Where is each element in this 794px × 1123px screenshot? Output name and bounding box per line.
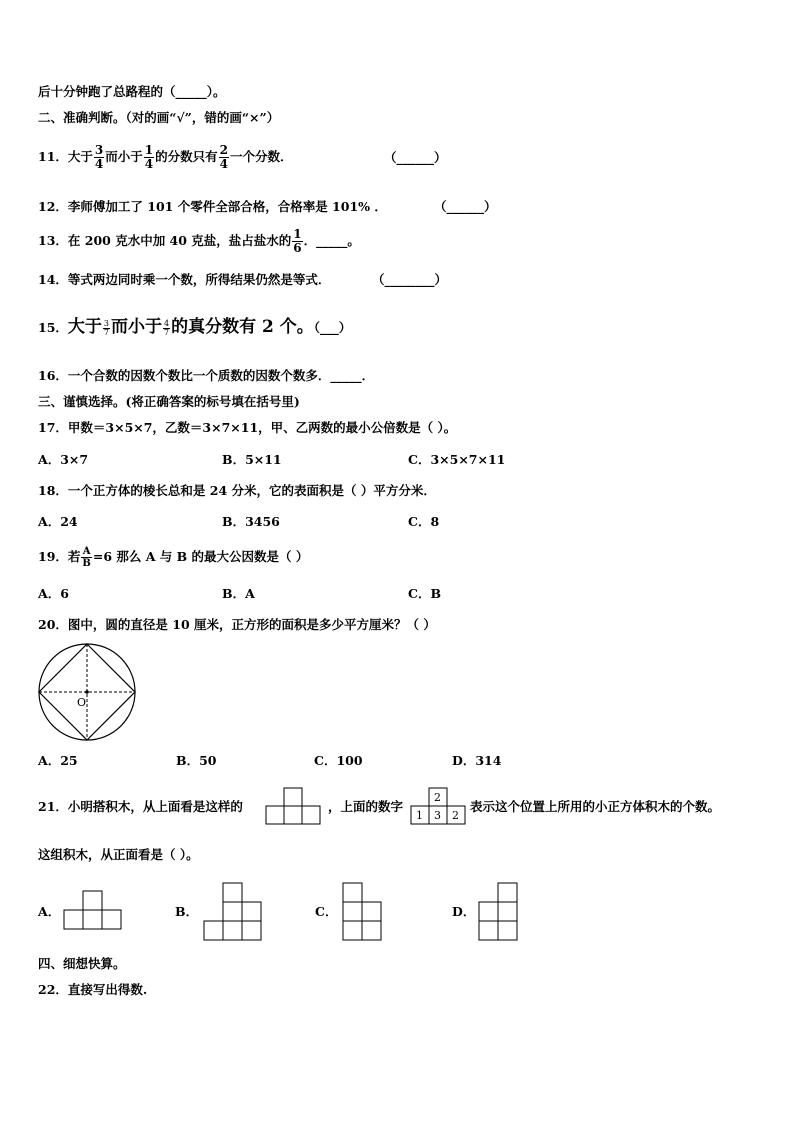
q11-text-b: 而小于 <box>105 149 143 164</box>
q15-text-b: 而小于 <box>111 317 162 337</box>
q20-option-c[interactable]: C．100 <box>314 753 363 768</box>
q21-option-a-label[interactable]: A． <box>38 904 61 919</box>
q19-option-b[interactable]: B．A <box>222 586 255 601</box>
question-21-text-d: 这组积木，从正面看是（ ）。 <box>38 847 199 862</box>
q21-option-d-label[interactable]: D． <box>452 904 476 919</box>
numbered-top-view-figure <box>410 787 468 827</box>
q21-option-d-figure[interactable] <box>478 882 520 942</box>
q11-fraction-2: $\frac{1}{4}$ <box>144 143 154 171</box>
q17-option-a[interactable]: A．3×7 <box>38 452 89 467</box>
q14-answer-blank[interactable]: （________） <box>372 272 448 287</box>
q15-text-a: 大于 <box>67 317 102 337</box>
q11-text-d: 一个分数． <box>230 149 293 164</box>
cell-number: 2 <box>434 791 441 804</box>
center-label: O <box>77 696 87 709</box>
q21-option-a-figure[interactable] <box>63 889 125 933</box>
top-view-cell <box>284 806 302 824</box>
q21-option-b-label[interactable]: B． <box>175 904 199 919</box>
q15-fraction-2: $\frac{4}{7}$ <box>164 319 170 337</box>
cell-number: 2 <box>452 809 459 822</box>
top-view-figure <box>265 787 323 827</box>
question-22: 22．直接写出得数. <box>38 982 148 997</box>
q18-option-a[interactable]: A．24 <box>38 514 78 529</box>
section-4-heading: 四、细想快算。 <box>38 956 126 971</box>
q17-option-c[interactable]: C．3×5×7×11 <box>408 452 506 467</box>
q19-text-b: =6 那么 A 与 B 的最大公因数是（ ） <box>92 549 309 564</box>
top-view-cell <box>266 806 284 824</box>
q12-answer-blank[interactable]: （______） <box>434 199 497 214</box>
q11-text-c: 的分数只有 <box>155 149 218 164</box>
q21-option-c-figure[interactable] <box>342 882 384 942</box>
q11-answer-blank[interactable]: （______） <box>384 150 447 165</box>
question-15 <box>38 316 351 339</box>
cell-number: 1 <box>416 809 423 822</box>
q21-option-b-figure[interactable] <box>203 882 265 942</box>
question-20: 20．图中，圆的直径是 10 厘米，正方形的面积是多少平方厘米？（ ） <box>38 617 436 632</box>
top-view-cell <box>302 806 320 824</box>
q19-text-a: 19．若 <box>38 549 81 564</box>
q10-tail: 后十分钟跑了总路程的（_____）。 <box>38 84 226 99</box>
question-18: 18．一个正方体的棱长总和是 24 分米，它的表面积是（ ）平方分米． <box>38 483 436 498</box>
question-21-text-a: 21．小明搭积木，从上面看是这样的 <box>38 799 243 814</box>
question-21-text-b: ，上面的数字 <box>328 799 404 814</box>
q17-option-b[interactable]: B．5×11 <box>222 452 282 467</box>
q20-option-b[interactable]: B．50 <box>176 753 217 768</box>
q20-option-d[interactable]: D．314 <box>452 753 502 768</box>
q20-option-a[interactable]: A．25 <box>38 753 78 768</box>
question-14: 14．等式两边同时乘一个数，所得结果仍然是等式． <box>38 272 331 287</box>
q19-fraction: $\frac{A}{B}$ <box>82 546 91 569</box>
cell-number: 3 <box>434 809 441 822</box>
q11-fraction-3: $\frac{2}{4}$ <box>219 143 229 171</box>
q19-option-c[interactable]: C．B <box>408 586 442 601</box>
q18-option-c[interactable]: C．8 <box>408 514 440 529</box>
q15-answer-blank[interactable]: （___） <box>313 320 352 335</box>
q11-text-a: 11．大于 <box>38 149 93 164</box>
q15-fraction-1: $\frac{3}{7}$ <box>103 319 109 337</box>
q13-text-a: 13．在 200 克水中加 40 克盐，盐占盐水的 <box>38 233 292 248</box>
q18-option-b[interactable]: B．3456 <box>222 514 280 529</box>
question-17: 17．甲数＝3×5×7，乙数＝3×7×11，甲、乙两数的最小公倍数是（ ）。 <box>38 420 457 435</box>
question-19 <box>38 542 308 572</box>
top-view-cell <box>284 788 302 806</box>
question-13 <box>38 226 360 256</box>
question-12: 12．李师傅加工了 101 个零件全部合格，合格率是 101% ． <box>38 199 387 214</box>
center-point <box>85 690 89 694</box>
section-2-heading: 二、准确判断。（对的画“√”，错的画“×”） <box>38 110 280 125</box>
question-16: 16．一个合数的因数个数比一个质数的因数个数多．_____． <box>38 368 375 383</box>
q13-text-b: ．_____。 <box>303 233 360 248</box>
question-21-text-c: 表示这个位置上所用的小正方体积木的个数。 <box>470 799 721 814</box>
section-3-heading: 三、谨慎选择。(将正确答案的标号填在括号里) <box>38 394 300 409</box>
q15-number: 15． <box>38 320 68 335</box>
q13-fraction: $\frac{1}{6}$ <box>293 227 302 255</box>
q19-option-a[interactable]: A．6 <box>38 586 69 601</box>
q11-fraction-1: $\frac{3}{4}$ <box>94 143 104 171</box>
q15-text-c: 的真分数有 2 个。 <box>171 317 314 337</box>
question-11 <box>38 142 293 172</box>
circle-square-figure <box>38 643 138 743</box>
q21-option-c-label[interactable]: C． <box>315 904 338 919</box>
